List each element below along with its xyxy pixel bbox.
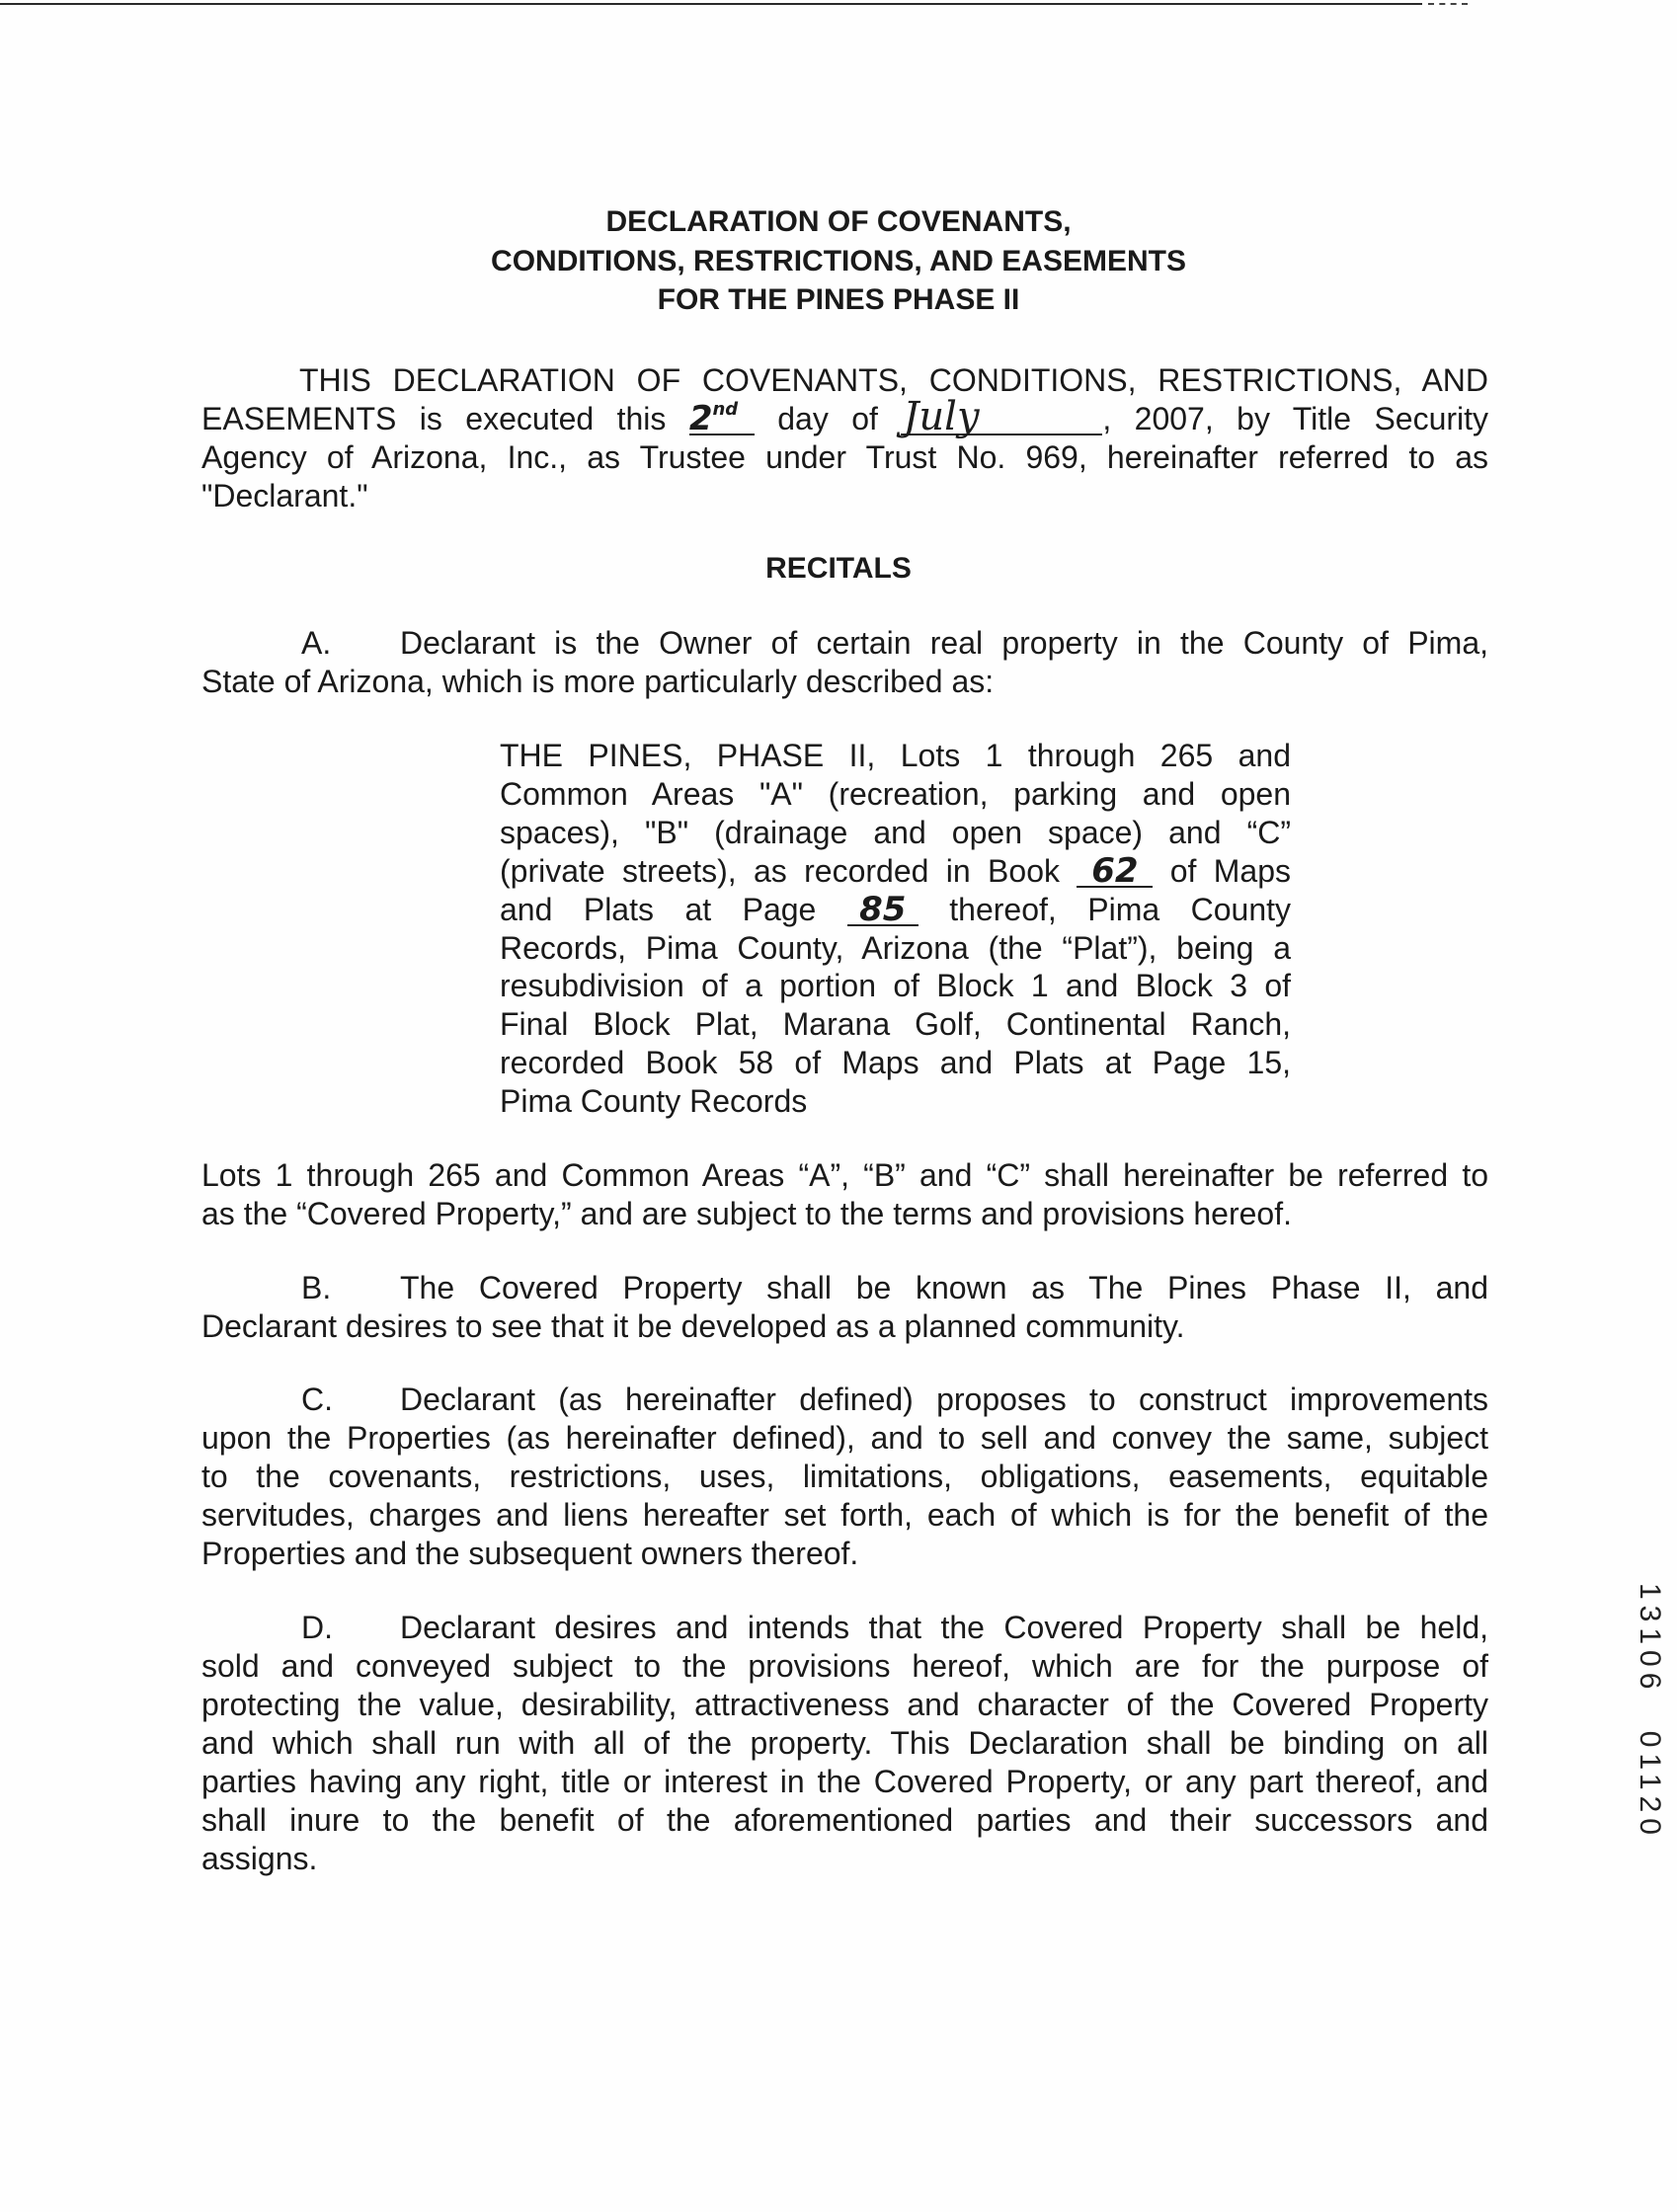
book-line-start: (private streets), as recorded in Book (500, 852, 1060, 889)
recital-a-line-2: State of Arizona, which is more particularly described as: (201, 664, 995, 699)
recital-d-label: D. (301, 1610, 333, 1645)
recital-a (201, 624, 1488, 701)
recital-c-label: C. (301, 1382, 333, 1417)
preamble-line-2-start: EASEMENTS is executed this (201, 401, 667, 436)
top-rule (0, 3, 1422, 5)
covered-property-line-1: Lots 1 through 265 and Common Areas “A”, “B” and “C” shall hereinafter be referred to (201, 1157, 1488, 1193)
title-line-1: DECLARATION OF COVENANTS, (605, 205, 1072, 238)
legal-description-line: recorded Book 58 of Maps and Plats at Page 15, (500, 1045, 1291, 1081)
book-line-end: of Maps (1169, 852, 1292, 889)
preamble-paragraph (201, 361, 1488, 515)
preamble-line-2-end: , 2007, by Title Security (1102, 401, 1489, 436)
recital-d-line-2: sold and conveyed subject to the provisions hereof, which are for the purpose of (201, 1648, 1488, 1684)
covered-property-paragraph (201, 1156, 1488, 1233)
day-suffix: nd (712, 399, 739, 420)
legal-description-line: Pima County Records (500, 1083, 808, 1120)
legal-description (500, 737, 1291, 1121)
recital-d-line-5: parties having any right, title or interest in the Covered Property, or any part thereof, and (201, 1764, 1488, 1799)
recital-d-line-4: and which shall run with all of the property. This Declaration shall be binding on all (201, 1725, 1488, 1761)
title-line-2: CONDITIONS, RESTRICTIONS, AND EASEMENTS (491, 244, 1186, 277)
recitals-heading: RECITALS (765, 552, 912, 585)
recital-c-line-1 (201, 1381, 1488, 1419)
month-handwritten: July (903, 394, 980, 439)
recital-a-text: Declarant is the Owner of certain real property in the County of Pima, (400, 625, 1488, 661)
legal-description-line: Records, Pima County, Arizona (the “Plat”), being a (500, 929, 1291, 966)
book-number-handwritten: 62 (1091, 850, 1139, 891)
preamble-line-4: "Declarant." (201, 478, 368, 514)
recital-c-text: Declarant (as hereinafter defined) proposes to construct improvements (400, 1382, 1488, 1417)
recital-b-line-2: Declarant desires to see that it be developed as a planned community. (201, 1308, 1185, 1344)
recital-c (201, 1381, 1488, 1573)
covered-property-line-2: as the “Covered Property,” and are subject to the terms and provisions hereof. (201, 1196, 1292, 1231)
recording-stamp: 13106 01120 (1634, 1583, 1666, 1841)
book-blank (1077, 850, 1153, 891)
recital-b (201, 1269, 1488, 1346)
legal-description-line: Common Areas "A" (recreation, parking and open (500, 775, 1291, 812)
recital-c-line-4: servitudes, charges and liens hereafter set forth, each of which is for the benefit of the (201, 1497, 1488, 1533)
recital-b-line-1 (201, 1269, 1488, 1307)
day-number: 2 (688, 399, 713, 438)
recital-d-text: Declarant desires and intends that the Covered Property shall be held, (400, 1610, 1488, 1645)
legal-description-line: resubdivision of a portion of Block 1 and Block 3 of (500, 968, 1291, 1004)
title-line-3: FOR THE PINES PHASE II (657, 283, 1020, 316)
day-handwritten (689, 399, 738, 438)
recital-b-label: B. (301, 1270, 332, 1305)
recital-b-text: The Covered Property shall be known as The Pines Phase II, and (400, 1270, 1488, 1305)
page-line-start: and Plats at Page (500, 891, 817, 927)
recital-d-line-3: protecting the value, desirability, attractiveness and character of the Covered Property (201, 1687, 1488, 1722)
recital-c-line-3: to the covenants, restrictions, uses, limitations, obligations, easements, equitable (201, 1459, 1488, 1494)
page-blank (847, 889, 918, 929)
recital-a-line-1 (201, 624, 1488, 663)
preamble-line-2 (201, 394, 1489, 439)
legal-description-line: Final Block Plat, Marana Golf, Continental Ranch, (500, 1006, 1291, 1043)
preamble-line-3: Agency of Arizona, Inc., as Trustee under Trust No. 969, hereinafter referred to as (201, 439, 1488, 475)
recital-d (201, 1609, 1488, 1878)
recital-a-label: A. (301, 625, 332, 661)
top-rule-dash (1428, 3, 1468, 5)
page-number-handwritten: 85 (859, 889, 907, 929)
recital-d-line-7: assigns. (201, 1841, 318, 1876)
preamble-line-2-mid: day of (777, 401, 878, 436)
document-title (0, 202, 1677, 320)
recital-d-line-1 (201, 1609, 1488, 1647)
legal-description-line (500, 852, 1291, 891)
legal-description-line: THE PINES, PHASE II, Lots 1 through 265 and (500, 738, 1291, 773)
legal-description-line: spaces), "B" (drainage and open space) and “C” (500, 814, 1291, 850)
recital-c-line-2: upon the Properties (as hereinafter defined), and to sell and convey the same, subject (201, 1420, 1488, 1456)
legal-description-line (500, 891, 1291, 929)
month-blank (901, 394, 1102, 439)
day-blank (688, 399, 755, 438)
recital-d-line-6: shall inure to the benefit of the aforementioned parties and their successors and (201, 1802, 1488, 1838)
page-line-end: thereof, Pima County (949, 891, 1292, 927)
preamble-line-1: THIS DECLARATION OF COVENANTS, CONDITIONS, RESTRICTIONS, AND (299, 362, 1488, 398)
recital-c-line-5: Properties and the subsequent owners thereof. (201, 1536, 859, 1571)
